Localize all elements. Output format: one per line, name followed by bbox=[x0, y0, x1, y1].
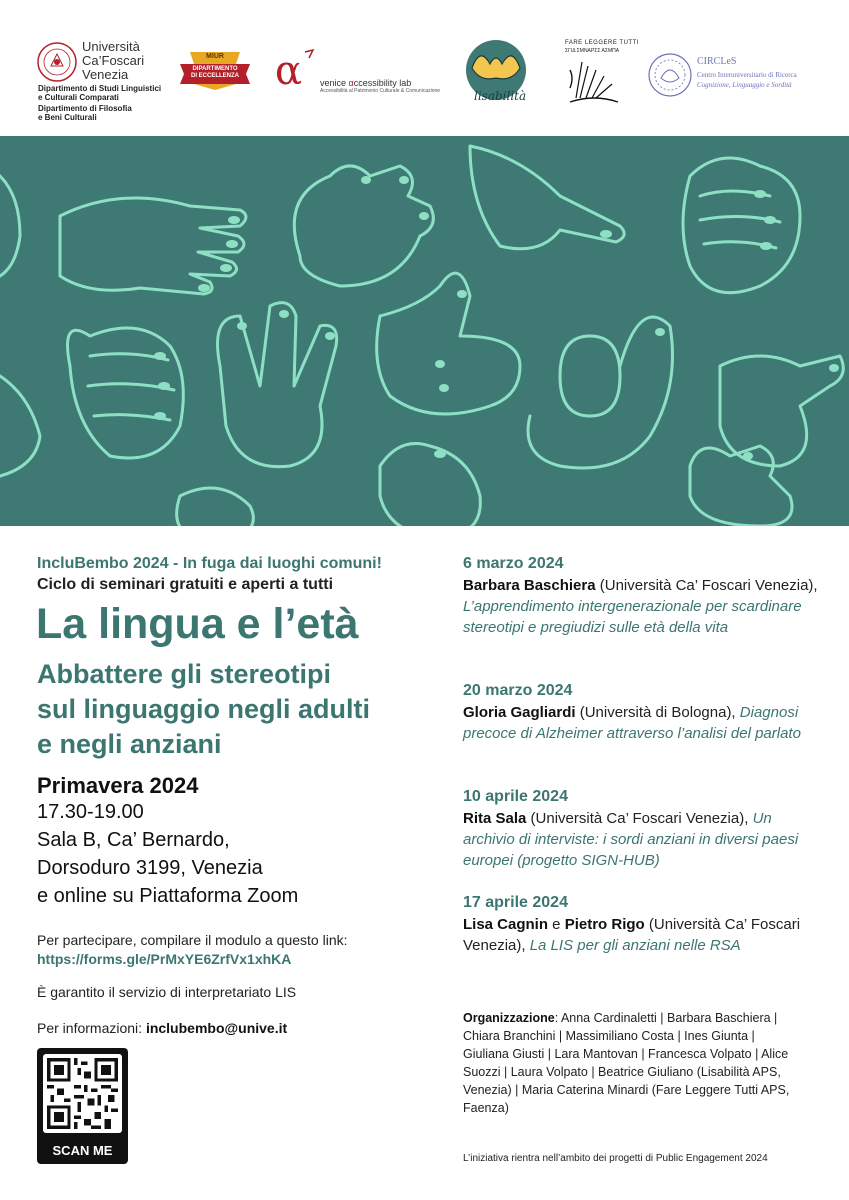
season-label: Primavera 2024 bbox=[37, 773, 199, 798]
talk-title: Diagnosi precoce di Alzheimer attraverso l’analisi del parlato bbox=[463, 704, 801, 742]
speaker-name: Rita Sala bbox=[463, 810, 527, 827]
page-subtitle bbox=[37, 657, 457, 762]
speaker-connector: e bbox=[548, 916, 565, 933]
ca-foscari-name-line: Venezia bbox=[82, 67, 129, 82]
venice-accessibility-lab-subtitle: Accessibilità al Patrimonio Culturale & Comunicazione bbox=[320, 88, 441, 94]
lisabilita-logo-icon bbox=[460, 38, 532, 104]
ca-foscari-name-line: Ca’Foscari bbox=[82, 53, 145, 68]
organization-names: : Anna Cardinaletti | Barbara Baschiera | Chiara Branchini | Massimiliano Costa | Ines Giunta | Giuliana Giusti | Lara Mantovan | Francesca Volpato | Alice Suozzi | Laura Volpato | Beatrice Giuliano (Lisabilità APS, Venezia) | Maria Caterina Minardi (Fare Leggere Tutti APS, Faenza) bbox=[463, 1011, 790, 1115]
department-philosophy bbox=[38, 104, 132, 122]
speaker-affiliation: (Università Ca’ Foscari Venezia), bbox=[463, 916, 801, 954]
ca-foscari-name bbox=[82, 40, 144, 82]
circles-subtitle-2: Cognizione, Linguaggio e Sordità bbox=[697, 81, 792, 89]
sign-language-hands-banner bbox=[0, 136, 849, 526]
public-engagement-note: L’iniziativa rientra nell’ambito dei progetti di Public Engagement 2024 bbox=[463, 1153, 768, 1164]
registration-info bbox=[37, 931, 407, 969]
event-details bbox=[463, 808, 823, 871]
fare-leggere-tutti-title: FARE LEGGERE TUTTI bbox=[565, 40, 639, 46]
organization-label: Organizzazione bbox=[463, 1011, 555, 1025]
svg-text:lisabilità: lisabilità bbox=[474, 89, 527, 103]
registration-text: Per partecipare, compilare il modulo a questo link: bbox=[37, 932, 348, 948]
ca-foscari-name-line: Università bbox=[82, 39, 140, 54]
venice-accessibility-lab-logo-icon bbox=[275, 48, 317, 90]
venue-line: Dorsoduro 3199, Venezia bbox=[37, 857, 263, 879]
event-date: 17 aprile 2024 bbox=[463, 894, 568, 911]
speaker-affiliation: (Università di Bologna), bbox=[575, 704, 740, 721]
event-details bbox=[463, 702, 823, 744]
hands-illustration bbox=[0, 136, 849, 526]
lis-interpreting-note: È garantito il servizio di interpretariato LIS bbox=[37, 984, 297, 1000]
speaker-name: Gloria Gagliardi bbox=[463, 704, 576, 721]
subtitle-line: Abbattere gli stereotipi bbox=[37, 659, 332, 689]
department-line: Dipartimento di Studi Linguistici bbox=[38, 84, 162, 93]
subtitle-line: e negli anziani bbox=[37, 729, 222, 759]
circles-title: CIRCLeS bbox=[697, 56, 737, 67]
department-line: e Beni Culturali bbox=[38, 113, 97, 122]
venue-line: Sala B, Ca’ Bernardo, bbox=[37, 829, 230, 851]
circles-logo-icon bbox=[647, 52, 693, 98]
page-title: La lingua e l’età bbox=[36, 600, 359, 648]
event-details bbox=[463, 914, 823, 956]
event-date: 20 marzo 2024 bbox=[463, 682, 573, 699]
contact-label: Per informazioni: bbox=[37, 1020, 146, 1036]
department-linguistics bbox=[38, 84, 161, 102]
svg-text:α: α bbox=[275, 48, 303, 90]
qr-code-icon[interactable] bbox=[47, 1058, 118, 1129]
miur-label: MIUR bbox=[206, 53, 224, 60]
subtitle-line: sul linguaggio negli adulti bbox=[37, 694, 370, 724]
circles-subtitle: Centro Interuniversitario di Ricerca bbox=[697, 71, 797, 79]
val-prefix: venice bbox=[320, 78, 349, 88]
series-kicker: IncluBembo 2024 - In fuga dai luoghi comuni! bbox=[37, 555, 382, 572]
val-alpha: α bbox=[348, 78, 354, 88]
val-name: ccessibility lab bbox=[353, 78, 412, 88]
department-line: e Culturali Comparati bbox=[38, 93, 119, 102]
contact-info bbox=[37, 1020, 287, 1036]
event-time: 17.30-19.00 bbox=[37, 801, 144, 823]
miur-line: DIPARTIMENTO bbox=[192, 66, 238, 72]
fare-leggere-tutti-subtitle: ΣΓΙΔ ΣΜΝΑΡΣΣ ΑΣΜΠΑ bbox=[565, 48, 620, 54]
scan-me-label: SCAN ME bbox=[52, 1143, 113, 1158]
ca-foscari-seal-icon bbox=[37, 42, 77, 82]
speaker-name: Barbara Baschiera bbox=[463, 577, 596, 594]
talk-title: L’apprendimento intergenerazionale per scardinare stereotipi e pregiudizi sulle età della vita bbox=[463, 598, 802, 636]
miur-excellence-label bbox=[180, 66, 250, 80]
contact-email[interactable]: inclubembo@unive.it bbox=[145, 1020, 288, 1036]
event-date: 10 aprile 2024 bbox=[463, 788, 568, 805]
event-date: 6 marzo 2024 bbox=[463, 555, 564, 572]
speaker-affiliation: (Università Ca’ Foscari Venezia), bbox=[595, 577, 818, 594]
talk-title: Un archivio di interviste: i sordi anziani in diversi paesi europei (progetto SIGN-HUB) bbox=[463, 810, 799, 869]
venice-accessibility-lab-name bbox=[320, 78, 411, 88]
event-details bbox=[463, 575, 823, 638]
talk-title: La LIS per gli anziani nelle RSA bbox=[529, 937, 741, 954]
speaker-name: Lisa Cagnin bbox=[463, 916, 549, 933]
organization-credits bbox=[463, 1009, 803, 1117]
fare-leggere-tutti-logo-icon bbox=[566, 58, 622, 104]
series-description: Ciclo di seminari gratuiti e aperti a tutti bbox=[37, 576, 334, 593]
registration-link[interactable]: https://forms.gle/PrMxYE6ZrfVx1xhKA bbox=[37, 951, 292, 967]
venue-line: e online su Piattaforma Zoom bbox=[37, 885, 299, 907]
logo-strip bbox=[0, 0, 849, 136]
miur-line: DI ECCELLENZA bbox=[191, 73, 239, 79]
speaker-name: Pietro Rigo bbox=[564, 916, 645, 933]
speaker-affiliation: (Università Ca’ Foscari Venezia), bbox=[526, 810, 753, 827]
department-line: Dipartimento di Filosofia bbox=[38, 104, 132, 113]
